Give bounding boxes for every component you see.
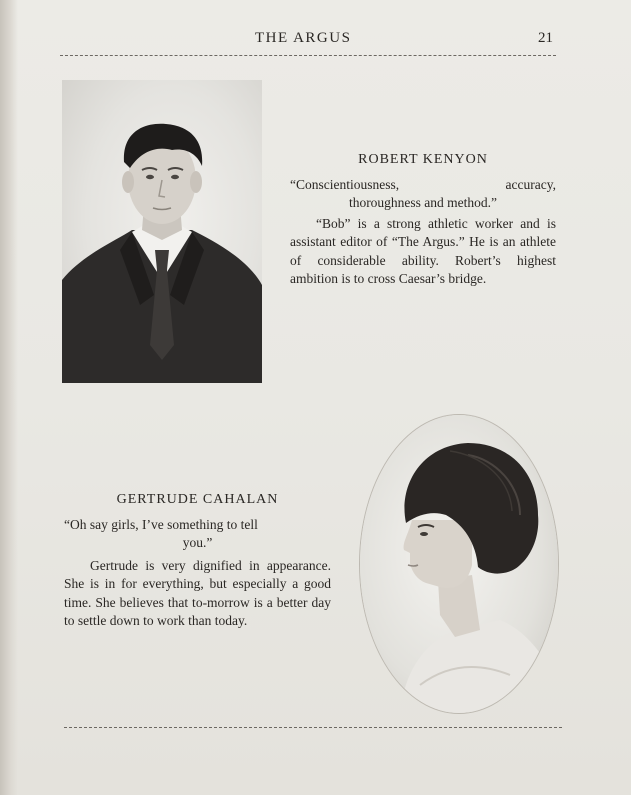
- entry-robert-kenyon: [290, 151, 556, 289]
- entry-quote-line: you.”: [182, 535, 213, 550]
- book-spine-shadow: [0, 0, 18, 795]
- portrait-robert-kenyon: [62, 80, 262, 383]
- entry-quote-line: “Oh say girls, I’ve something to tell: [64, 516, 258, 532]
- entry-paragraph: Gertrude is very dignified in appearance. She is in for everything, but especially a good time. She believes that to-morrow is a better day to settle down to work than today.: [64, 557, 331, 628]
- running-head: [0, 30, 631, 50]
- running-title: THE ARGUS: [255, 30, 352, 46]
- header-rule: [60, 55, 556, 56]
- entry-name: ROBERT KENYON: [358, 152, 488, 167]
- entry-quote-line: “Conscientiousness, accuracy,: [290, 176, 556, 192]
- page-number: 21: [538, 30, 553, 46]
- entry-paragraph: “Bob” is a strong athletic worker and is assistant editor of “The Argus.” He is an athlete of considerable ability. Robert’s highest ambition is to cross Caesar’s bridge.: [290, 215, 556, 286]
- entry-gertrude-cahalan: [64, 491, 331, 631]
- entry-quote-line: thoroughness and method.”: [348, 195, 498, 210]
- portrait-gertrude-cahalan: [360, 415, 558, 713]
- entry-name: GERTRUDE CAHALAN: [116, 492, 279, 507]
- footer-rule: [64, 727, 562, 728]
